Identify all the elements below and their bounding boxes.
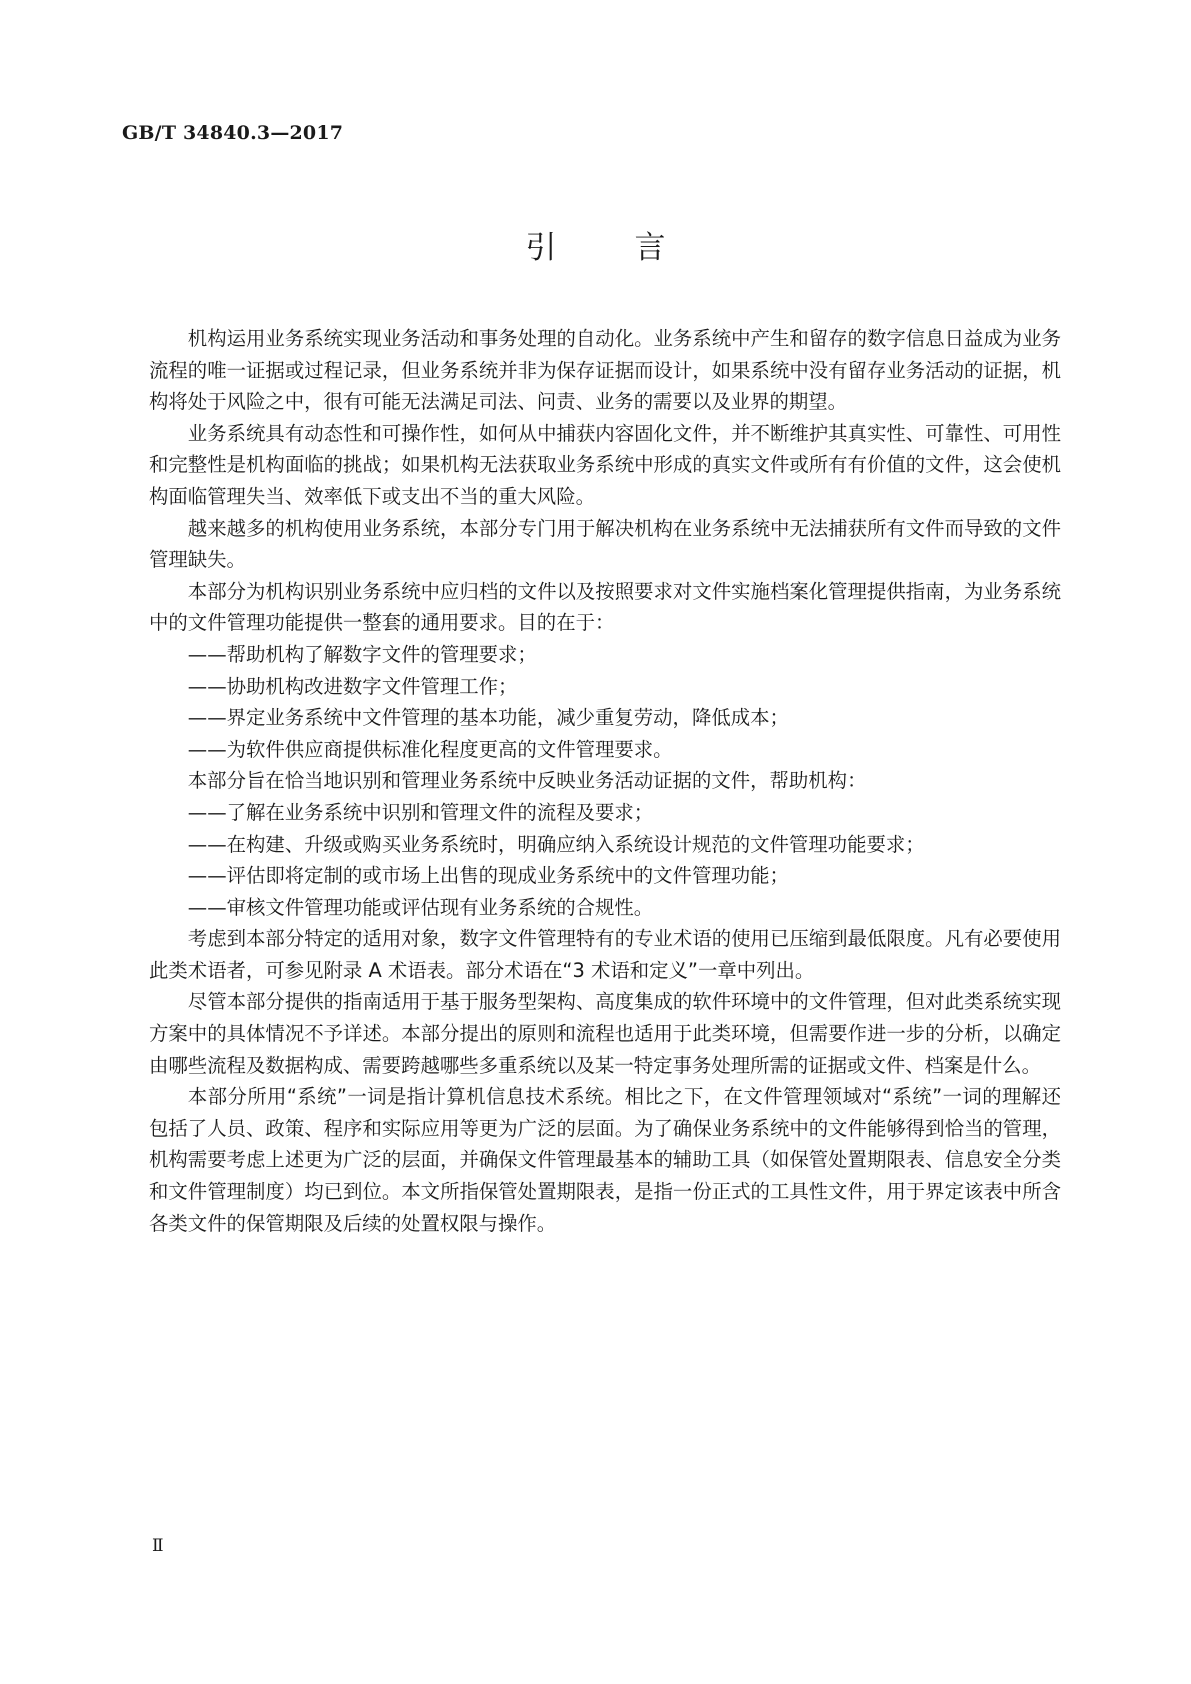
paragraph: 考虑到本部分特定的适用对象，数字文件管理特有的专业术语的使用已压缩到最低限度。凡有必要使用此类术语者，可参见附录 A 术语表。部分术语在“3 术语和定义”一章中列出。 (149, 927, 1061, 982)
page-number: Ⅱ (152, 1536, 164, 1556)
title-char-2: 言 (634, 230, 666, 266)
list-item: ——审核文件管理功能或评估现有业务系统的合规性。 (187, 895, 654, 919)
paragraph: 业务系统具有动态性和可操作性，如何从中捕获内容固化文件，并不断维护其真实性、可靠性、可用性和完整性是机构面临的挑战；如果机构无法获取业务系统中形成的真实文件或所有有价值的文件，这会使机构面临管理失当、效率低下或支出不当的重大风险。 (149, 421, 1061, 508)
page-title (0, 222, 1191, 267)
introduction-body (149, 323, 1061, 1239)
paragraph: 本部分所用“系统”一词是指计算机信息技术系统。相比之下，在文件管理领域对“系统”一词的理解还包括了人员、政策、程序和实际应用等更为广泛的层面。为了确保业务系统中的文件能够得到恰当的管理，机构需要考虑上述更为广泛的层面，并确保文件管理最基本的辅助工具（如保管处置期限表、信息安全分类和文件管理制度）均已到位。本文所指保管处置期限表，是指一份正式的工具性文件，用于界定该表中所含各类文件的保管期限及后续的处置权限与操作。 (149, 1085, 1061, 1235)
paragraph: 尽管本部分提供的指南适用于基于服务型架构、高度集成的软件环境中的文件管理，但对此类系统实现方案中的具体情况不予详述。本部分提出的原则和流程也适用于此类环境，但需要作进一步的分析，以确定由哪些流程及数据构成、需要跨越哪些多重系统以及某一特定事务处理所需的证据或文件、档案是什么。 (149, 990, 1061, 1077)
list-item: ——评估即将定制的或市场上出售的现成业务系统中的文件管理功能； (187, 864, 789, 888)
list-item: ——为软件供应商提供标准化程度更高的文件管理要求。 (187, 737, 673, 761)
list-item: ——帮助机构了解数字文件的管理要求； (187, 642, 537, 666)
paragraph: 本部分旨在恰当地识别和管理业务系统中反映业务活动证据的文件，帮助机构： (187, 769, 867, 793)
list-item: ——在构建、升级或购买业务系统时，明确应纳入系统设计规范的文件管理功能要求； (187, 832, 925, 856)
list-item: ——协助机构改进数字文件管理工作； (187, 674, 518, 698)
list-item: ——界定业务系统中文件管理的基本功能，减少重复劳动，降低成本； (187, 706, 789, 730)
list-item: ——了解在业务系统中识别和管理文件的流程及要求； (187, 800, 654, 824)
paragraph: 本部分为机构识别业务系统中应归档的文件以及按照要求对文件实施档案化管理提供指南，为业务系统中的文件管理功能提供一整套的通用要求。目的在于： (149, 579, 1061, 635)
standard-number: GB/T 34840.3—2017 (122, 122, 344, 144)
title-char-1: 引 (525, 230, 557, 266)
paragraph: 越来越多的机构使用业务系统，本部分专门用于解决机构在业务系统中无法捕获所有文件而导致的文件管理缺失。 (149, 516, 1061, 572)
paragraph: 机构运用业务系统实现业务活动和事务处理的自动化。业务系统中产生和留存的数字信息日益成为业务流程的唯一证据或过程记录，但业务系统并非为保存证据而设计，如果系统中没有留存业务活动的证据，机构将处于风险之中，很有可能无法满足司法、问责、业务的需要以及业界的期望。 (149, 327, 1061, 414)
